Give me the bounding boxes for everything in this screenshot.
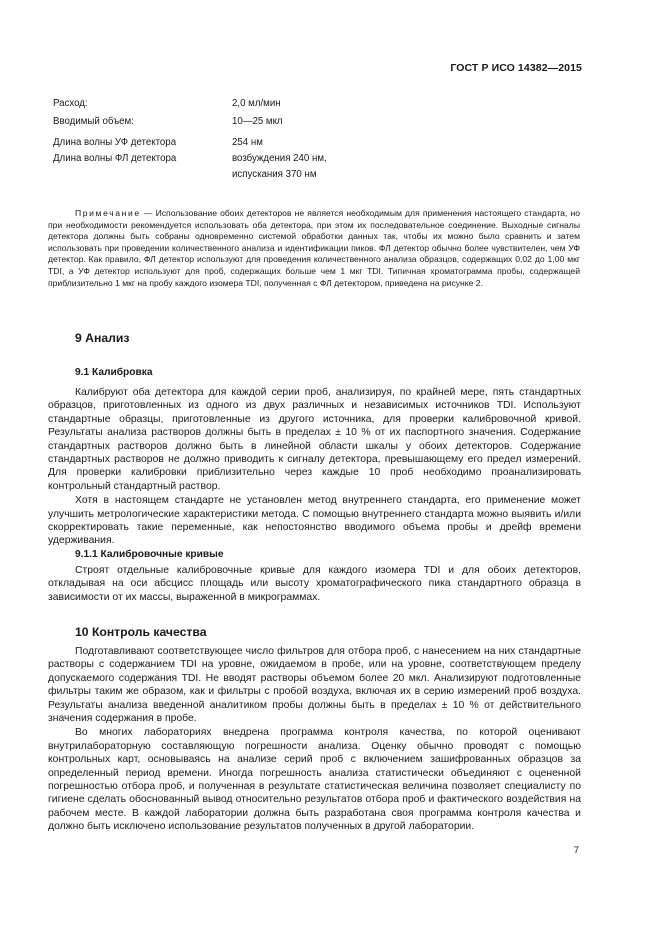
standard-header: ГОСТ Р ИСО 14382—2015: [450, 62, 582, 74]
section-10-title: 10 Контроль качества: [75, 625, 207, 639]
param-label: Вводимый объем:: [53, 116, 134, 127]
paragraph: Калибруют оба детектора для каждой серии проб, анализируя, по крайней мере, пять стандартных образцов, приготовленных из одного из двух различных и независимых источников TDI. Используют стандартные образцы, приготовленные из другого источника, для проверки калибровочной кривой. Результаты анализа растворов должны быть в пределах ± 10 % от их паспортного значения. Содержание стандартных растворов должно быть в линейной области шкалы у обоих детекторов. Содержание стандартных растворов не должно приводить к сигналу детектора, превышающему его предел измерений. Для проверки калибровки приблизительно через каждые 10 проб необходимо проанализировать контрольный стандартный раствор.: [48, 387, 581, 492]
section-9-title: 9 Анализ: [75, 331, 130, 345]
param-label: Длина волны УФ детектора: [53, 137, 177, 148]
page-number: 7: [573, 845, 579, 856]
note-text: — Использование обоих детекторов не является необходимым для применения настоящего стандарта, но при необходимости рекомендуется использовать оба детектора, при этом их последовательное соединение. Выходные сигналы детектора должны быть собраны одновременно системой обработки данных так, чтобы их можно было сравнить и затем использовать при проведении количественного анализа и идентификации пиков. ФЛ детектор обычно более чувствителен, чем УФ детектор. Как правило, ФЛ детектор используют для проведения количественного анализа образцов, содержащих 0,02 до 1,00 мкг TDI, а УФ детектор используют для проб, содержащих больше чем 1 мкг TDI. Типичная хроматограмма пробы, содержащей приблизительно 1 мкг на пробу каждого изомера TDI, полученная с ФЛ детектором, приведена на рисунке 2.: [48, 208, 580, 288]
paragraph: Хотя в настоящем стандарте не установлен метод внутреннего стандарта, его применение может улучшить метрологические характеристики метода. С помощью внутреннего стандарта можно выявить и/или скорректировать такие переменные, как непостоянство вводимого объема пробы и дрейф времени удерживания.: [48, 495, 581, 547]
section-9-1-1-body: [48, 564, 581, 604]
paragraph: Строят отдельные калибровочные кривые для каждого изомера TDI и для обоих детекторов, откладывая на оси абсцисс площадь или высоту хроматографического пика стандартного образца в зависимости от их массы, выраженной в микрограммах.: [48, 565, 581, 603]
param-value: 2,0 мл/мин: [232, 98, 281, 109]
paragraph: Во многих лабораториях внедрена программа контроля качества, по которой оценивают внутрилабораторную составляющую погрешности анализа. Оценку обычно проводят с помощью контрольных карт, основываясь на анализе серий проб с включением зашифрованных образцов за определенный период времени. Иногда погрешность анализа статистически объединяют с оцененной погрешностью отбора проб, и полученная в результате статистическая величина позволяет специалисту по гигиене сделать обоснованный вывод относительно результатов отбора проб и фактического воздействия на рабочем месте. В каждой лаборатории должна быть разработана своя программа контроля качества и должно быть исключено использование результатов полученных в другой лаборатории.: [48, 727, 581, 833]
section-10-body: [48, 645, 581, 834]
param-value: 254 нм: [232, 137, 263, 148]
subsection-9-1-title: 9.1 Калибровка: [75, 367, 153, 378]
param-label: Расход:: [53, 98, 88, 109]
paragraph: Подготавливают соответствующее число фильтров для отбора проб, с нанесением на них стандартные растворы с содержанием TDI на уровне, ожидаемом в пробе, или на уровне, соответствующем пределу допускаемого содержания TDI. Не вводят растворы объемом более 20 мкл. Анализируют подготовленные фильтры таким же образом, как и фильтры с пробой воздуха, включая их в серию измерений проб воздуха. Результаты анализа введенной аналитиком пробы должны быть в пределах ± 10 % от действительного значения содержания в пробе.: [48, 646, 581, 725]
note-block: [48, 208, 580, 289]
section-9-1-body: [48, 386, 581, 548]
note-prefix: Примечание: [75, 208, 141, 218]
param-value: возбуждения 240 нм,: [232, 153, 327, 164]
param-label: Длина волны ФЛ детектора: [53, 153, 177, 164]
subsection-9-1-1-title: 9.1.1 Калибровочные кривые: [75, 549, 224, 560]
param-value-secondary: испускания 370 нм: [232, 169, 317, 180]
param-value: 10—25 мкл: [232, 116, 283, 127]
